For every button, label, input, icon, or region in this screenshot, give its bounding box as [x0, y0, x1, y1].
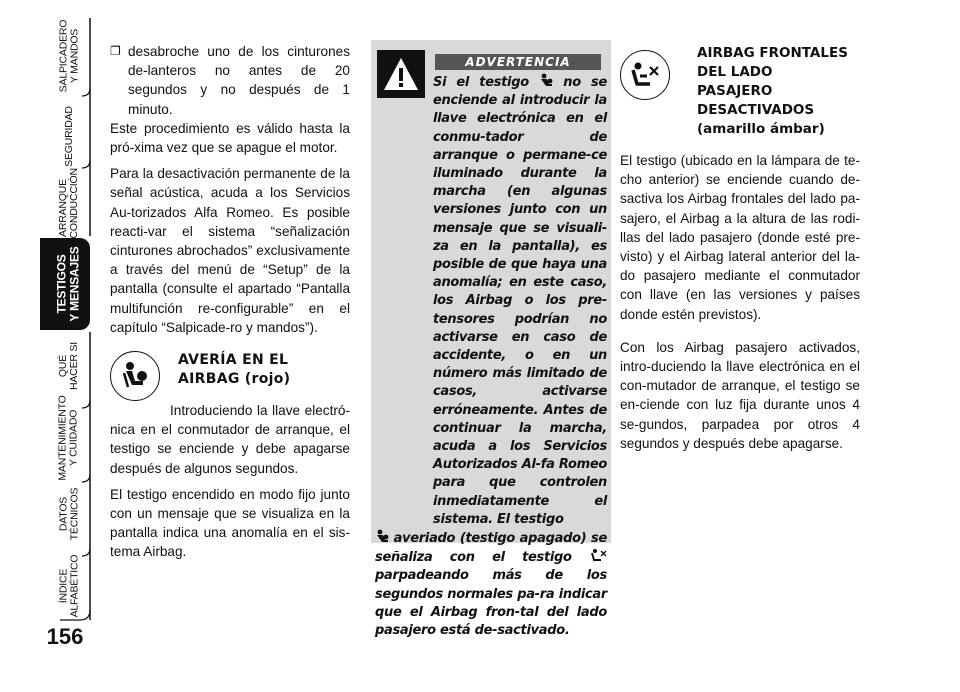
tab-label: MANTENIMIENTO: [57, 395, 70, 481]
column-left: [110, 42, 350, 569]
tab-label: Y CONDUCCIÓN: [68, 168, 81, 248]
section-heading-pasajero: [620, 42, 860, 139]
section-heading-averia: [110, 351, 350, 401]
warning-text-segment: no se enciende al introducir la llave electrónica en el conmu-tador de arranque o permane-ce iluminado durante la marcha (en algunas versiones junto con un mensaje que se visuali-za en la pantalla), es posible de que haya una anomalía; en este caso, los Airbag o los pre-tensores podrían no activarse en caso de accidente, o en un número más limitado de casos, activarse erróneamente. Antes de continuar la marcha, acuda a los Servicios Autorizados Al-fa Romeo para que controlen inmediatamente el sistema. El testigo: [433, 75, 607, 527]
tab-label: SEGURIDAD: [62, 105, 75, 167]
paragraph: Este procedimiento es válido hasta la pró-xima vez que se apague el motor.: [110, 120, 350, 156]
page-number: 156: [46, 624, 84, 649]
tab-label: Y MENSAJES: [68, 246, 83, 322]
column-right: [620, 42, 860, 460]
tab-label: HACER SI: [68, 342, 80, 390]
tab-label: Y MANDOS: [68, 28, 80, 84]
tab-label: TÉCNICOS: [68, 487, 80, 541]
section-title-line: DESACTIVADOS: [697, 102, 815, 118]
tab-label: Y CUIDADO: [68, 409, 81, 467]
warning-text-segment: parpadeando más de los segundos normales pa-ra indicar que el Airbag fron-tal del lado pasajero está de-sactivado.: [375, 568, 607, 639]
paragraph: Para la desactivación permanente de la señal acústica, acuda a los Servicios Au-torizados Alfa Romeo. Es posible reacti-var el sistema “señalización cinturones abrochados” exclusivamente a través del menú de “Setup” de la pantalla (consulte el apartado “Pantalla multifunción re-configurable” en el capítulo “Salpicade-ro y mandos”).: [110, 166, 350, 335]
section-title-line: DEL LADO: [697, 64, 773, 80]
bullet-text: desabroche uno de los cinturones de-lanteros no antes de 20 segundos y no después de 1 minuto.: [128, 44, 350, 117]
tab-label: ÍNDICE: [57, 568, 69, 604]
paragraph: El testigo encendido en modo fijo junto con un mensaje que se visualiza en la pantalla indica una anomalía en el sis-tema Airbag.: [110, 486, 350, 560]
paragraph: El testigo (ubicado en la lámpara de te-cho anterior) se enciende cuando de-sactiva los Airbag frontales del lado pa-sajero, el Airbag a la altura de las rodi-llas del lado pasajero (donde esté pre-visto) y el Airbag lateral anterior del la-do pasajero mediante el conmutador con llave (en las versiones y países donde estén previstos).: [620, 153, 860, 322]
passenger-airbag-off-icon: [589, 548, 607, 564]
paragraph: Introduciendo la llave electró-nica en el conmutador de arranque, el testigo se enciende y debe apagarse después de algunos segundos.: [110, 403, 350, 476]
warning-box: [371, 40, 611, 639]
warning-banner: ADVERTENCIA: [435, 54, 601, 70]
tab-label: ARRANQUE: [57, 179, 70, 237]
chapter-tabs: [0, 0, 100, 692]
warning-text-segment: averiado (testigo apagado) se señaliza con el testigo: [375, 531, 607, 566]
warning-text-segment: Si el testigo: [433, 75, 529, 90]
paragraph: Con los Airbag pasajero activados, intro-duciendo la llave electrónica en el con-mutador de arranque, el testigo se en-ciende con luz fija durante unos 4 se-gundos, parpadea por otros 4 segundos y después debe apagarse.: [620, 339, 860, 451]
tab-label: SALPICADERO: [57, 19, 69, 93]
tab-label: DATOS: [57, 496, 69, 532]
passenger-airbag-off-icon: [620, 50, 670, 100]
section-title-line: (amarillo ámbar): [697, 121, 825, 137]
section-title-line: AIRBAG (rojo): [178, 371, 291, 388]
tab-label: ALFABÉTICO: [68, 554, 80, 618]
bullet-item: [110, 42, 350, 119]
airbag-warning-icon: [539, 73, 553, 89]
warning-text: [375, 73, 607, 640]
section-title-line: PASAJERO: [697, 83, 773, 99]
tab-label: QUÉ: [57, 354, 69, 378]
airbag-warning-icon: [110, 351, 160, 401]
airbag-warning-icon: [375, 529, 389, 545]
section-title-line: AIRBAG FRONTALES: [697, 45, 848, 61]
section-title-line: AVERÍA EN EL: [178, 352, 289, 369]
checkbox-bullet-icon: ❐: [110, 44, 121, 58]
tab-label: TESTIGOS: [55, 254, 70, 314]
tab-outlines: [0, 0, 100, 692]
